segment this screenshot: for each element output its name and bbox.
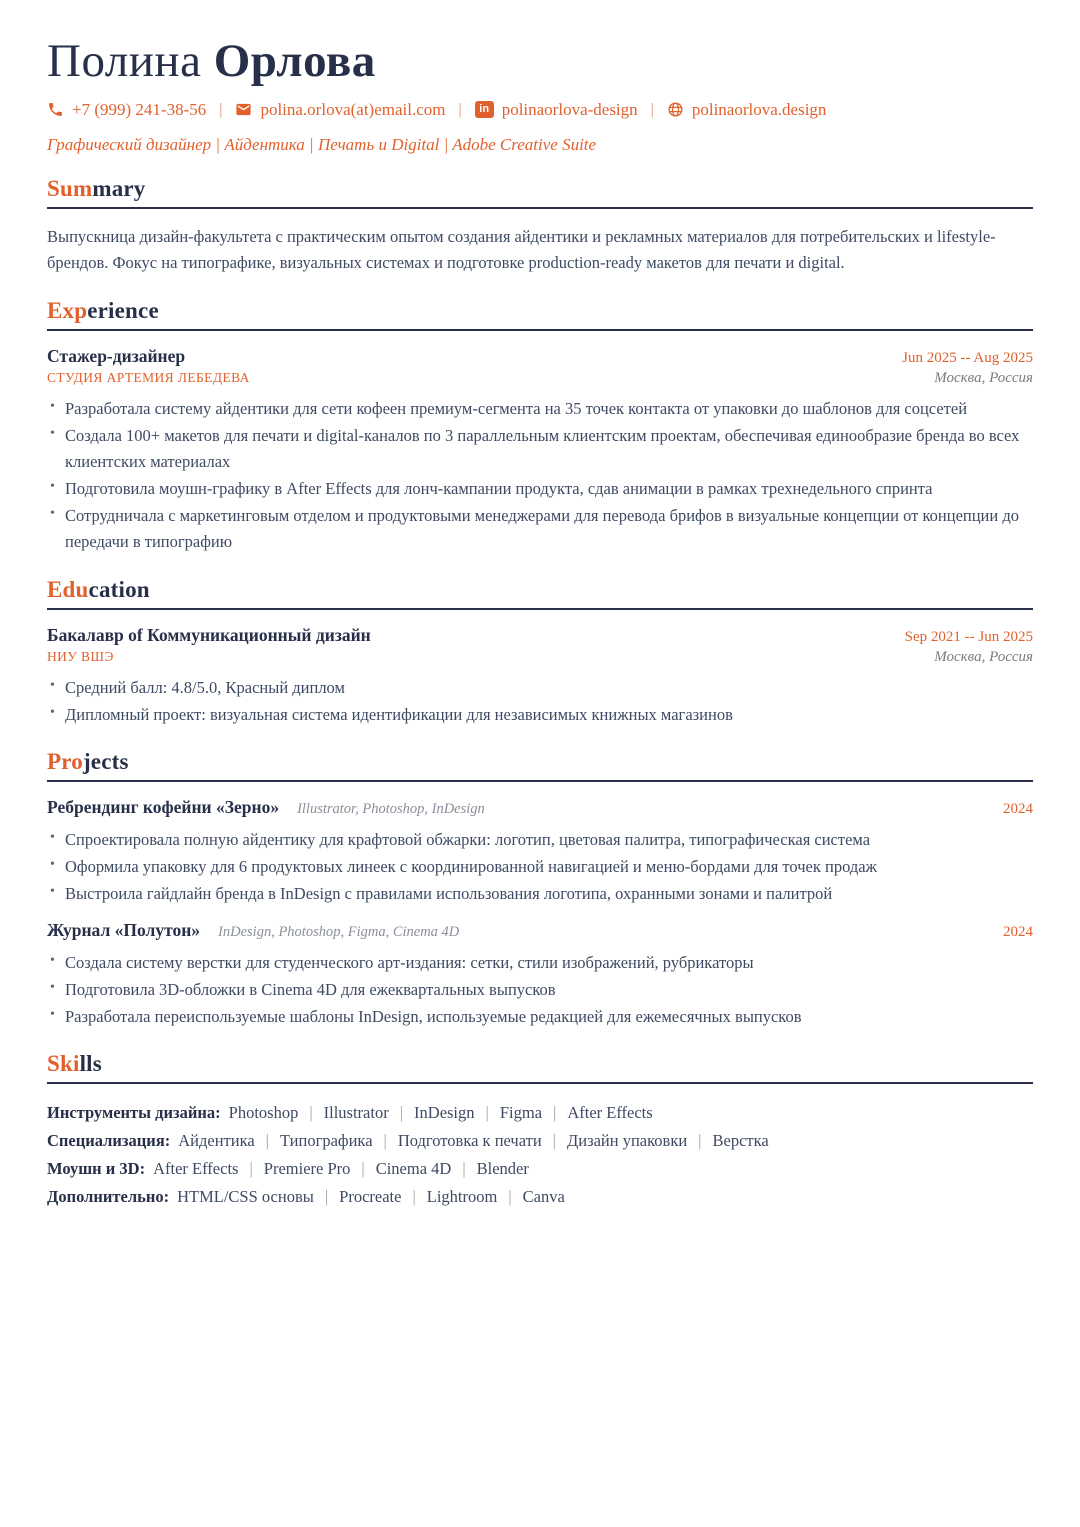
contact-line — [47, 100, 1033, 120]
experience-heading — [47, 298, 1033, 331]
education-location: Москва, Россия — [934, 648, 1033, 665]
skill-item: Верстка — [712, 1131, 769, 1151]
experience-bullets — [47, 396, 1033, 555]
bullet-item: • Средний балл: 4.8/5.0, Красный диплом — [47, 675, 1033, 701]
phone-number: +7 (999) 241-38-56 — [72, 99, 207, 119]
project-tech: Illustrator, Photoshop, InDesign — [297, 800, 485, 817]
project-tech: InDesign, Photoshop, Figma, Cinema 4D — [218, 923, 460, 940]
job-dates: Jun 2025 -- Aug 2025 — [902, 350, 1033, 367]
website-link[interactable] — [667, 100, 827, 120]
phone-icon — [47, 101, 64, 118]
summary-heading-accent: Sum — [47, 175, 93, 201]
skill-item: After Effects — [567, 1103, 653, 1122]
skills-label: Специализация: — [47, 1131, 171, 1151]
skills-label: Инструменты дизайна: — [47, 1103, 221, 1122]
skill-item: Cinema 4D — [375, 1159, 452, 1179]
bullet-item: • Оформила упаковку для 6 продуктовых линеек с координированной навигацией и меню-бордами для точек продаж — [47, 854, 1033, 880]
skill-item: Дизайн упаковки — [566, 1131, 688, 1151]
project-bullets — [47, 827, 1033, 907]
tagline: Графический дизайнер | Айдентика | Печать и Digital | Adobe Creative Suite — [47, 134, 597, 154]
skill-item: Айдентика — [178, 1131, 255, 1151]
project-entry — [47, 797, 1033, 907]
skill-item: After Effects — [153, 1159, 239, 1179]
education-dates: Sep 2021 -- Jun 2025 — [904, 628, 1033, 645]
envelope-icon — [235, 101, 252, 118]
experience-heading-accent: Exp — [47, 298, 88, 324]
experience-entry — [47, 346, 1033, 555]
skill-item: Photoshop — [228, 1103, 299, 1122]
education-heading-accent: Edu — [47, 576, 89, 602]
website-text: polinaorlova.design — [691, 99, 827, 119]
projects-heading — [47, 749, 1033, 782]
project-year: 2024 — [1003, 923, 1033, 940]
separator: | — [249, 1159, 253, 1179]
linkedin-link[interactable] — [475, 100, 638, 120]
skill-item: Подготовка к печати — [397, 1131, 542, 1151]
linkedin-icon: in — [475, 101, 494, 118]
skills-values — [229, 1103, 653, 1122]
skill-item: InDesign — [414, 1103, 475, 1122]
skills-heading-rest: lls — [79, 1051, 102, 1076]
degree-title: Бакалавр of Коммуникационный дизайн — [47, 624, 371, 645]
summary-text: Выпускница дизайн-факультета с практическим опытом создания айдентики и рекламных материалов для потребительских и lifestyle-брендов. Фокус на типографике, визуальных системах и подготовке production-ready макетов для печати и digital. — [47, 226, 996, 273]
education-heading — [47, 577, 1033, 610]
skills-row — [47, 1183, 1033, 1211]
separator: | — [399, 1103, 404, 1122]
skill-item: Blender — [476, 1159, 529, 1179]
education-heading-rest: cation — [88, 576, 150, 602]
bullet-item: • Спроектировала полную айдентику для крафтовой обжарки: логотип, цветовая палитра, типографическая система — [47, 827, 1033, 853]
skill-item: Figma — [499, 1103, 543, 1122]
bullet-item: • Дипломный проект: визуальная система идентификации для независимых книжных магазинов — [47, 702, 1033, 728]
email-link[interactable] — [235, 100, 445, 120]
first-name: Полина — [47, 35, 202, 87]
skills-values — [178, 1131, 768, 1150]
summary-heading-rest: mary — [92, 175, 146, 201]
summary-heading — [47, 176, 1033, 209]
bullet-item: • Создала 100+ макетов для печати и digital-каналов по 3 параллельным клиентским проектам, обеспечивая единообразие бренда во всех клиентских материалах — [47, 423, 1033, 475]
project-entry — [47, 920, 1033, 1030]
globe-icon — [667, 101, 684, 118]
skill-item: Canva — [522, 1187, 565, 1207]
separator: | — [361, 1159, 365, 1179]
project-bullets — [47, 950, 1033, 1030]
section-projects — [47, 749, 1033, 1030]
skills-label: Дополнительно: — [47, 1187, 170, 1207]
section-experience — [47, 298, 1033, 555]
experience-heading-rest: erience — [87, 298, 159, 324]
skills-row — [47, 1099, 1033, 1127]
projects-heading-accent: Pro — [47, 748, 83, 774]
skills-heading — [47, 1051, 1033, 1084]
bullet-item: • Подготовила 3D-обложки в Cinema 4D для ежеквартальных выпусков — [47, 977, 1033, 1003]
skills-heading-accent: Ski — [47, 1051, 80, 1076]
projects-heading-rest: jects — [82, 748, 129, 774]
skill-item: Procreate — [339, 1187, 402, 1207]
separator: | — [309, 1103, 313, 1122]
bullet-item: • Выстроила гайдлайн бренда в InDesign с правилами использования логотипа, охранными зонами и палитрой — [47, 881, 1033, 907]
separator: | — [485, 1103, 489, 1122]
job-title: Стажер-дизайнер — [47, 346, 186, 367]
skill-item: Lightroom — [426, 1187, 498, 1207]
skills-label: Моушн и 3D: — [47, 1159, 146, 1179]
skill-item: Типографика — [279, 1131, 373, 1151]
project-name: Ребрендинг кофейни «Зерно» — [47, 796, 280, 817]
separator: | — [698, 1131, 702, 1151]
separator: | — [462, 1159, 466, 1179]
email-text: polina.orlova(at)email.com — [260, 99, 446, 119]
section-skills — [47, 1051, 1033, 1211]
last-name: Орлова — [213, 35, 376, 87]
skill-item: HTML/CSS основы — [177, 1187, 314, 1207]
separator: | — [553, 1103, 557, 1122]
education-bullets — [47, 675, 1033, 728]
section-summary — [47, 176, 1033, 277]
project-year: 2024 — [1003, 800, 1033, 817]
separator: | — [552, 1131, 556, 1151]
separator: | — [324, 1187, 329, 1207]
separator: | — [265, 1131, 269, 1151]
separator: | — [650, 100, 654, 118]
separator: | — [458, 100, 462, 118]
separator: | — [508, 1187, 512, 1207]
bullet-item: • Подготовила моушн-графику в After Effects для лонч-кампании продукта, сдав анимации в рамках трехнедельного спринта — [47, 476, 1033, 502]
job-location: Москва, Россия — [934, 370, 1033, 387]
education-entry — [47, 625, 1033, 728]
linkedin-text: polinaorlova-design — [501, 99, 638, 119]
skills-values — [153, 1159, 529, 1178]
page-title — [47, 36, 1033, 88]
separator: | — [412, 1187, 416, 1207]
skills-values — [177, 1187, 565, 1206]
bullet-item: • Сотрудничала с маркетинговым отделом и продуктовыми менеджерами для перевода брифов в визуальные концепции от концепции до передачи в типографию — [47, 503, 1033, 555]
skill-item: Premiere Pro — [263, 1159, 351, 1179]
skills-row — [47, 1127, 1033, 1155]
section-education — [47, 577, 1033, 728]
separator: | — [219, 100, 223, 118]
project-name: Журнал «Полутон» — [47, 919, 201, 940]
bullet-item: • Создала систему верстки для студенческого арт-издания: сетки, стили изображений, рубрикаторы — [47, 950, 1033, 976]
school-name: НИУ ВШЭ — [47, 648, 114, 664]
skill-item: Illustrator — [323, 1103, 389, 1122]
bullet-item: • Разработала систему айдентики для сети кофеен премиум-сегмента на 35 точек контакта от упаковки до шаблонов для соцсетей — [47, 396, 1033, 422]
separator: | — [383, 1131, 387, 1151]
company-name: СТУДИЯ АРТЕМИЯ ЛЕБЕДЕВА — [47, 370, 250, 386]
skills-row — [47, 1155, 1033, 1183]
phone-link[interactable] — [47, 100, 206, 120]
bullet-item: • Разработала переиспользуемые шаблоны InDesign, используемые редакцией для ежемесячных выпусков — [47, 1004, 1033, 1030]
